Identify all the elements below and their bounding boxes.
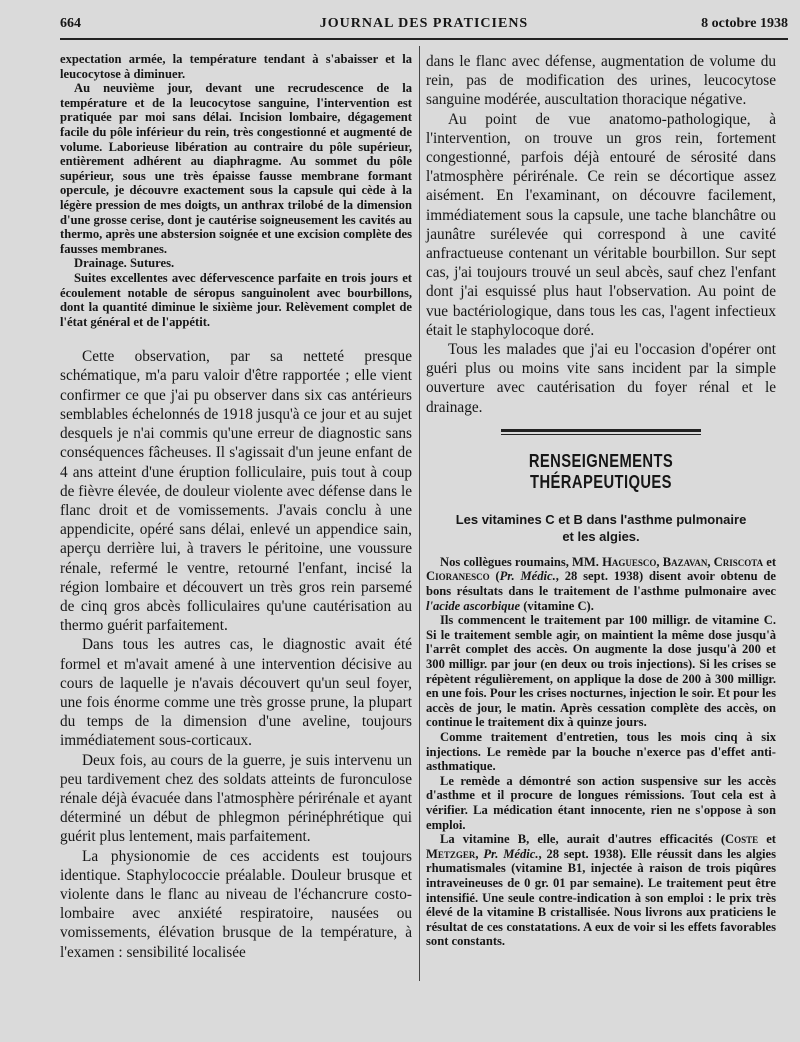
author-name: Haguesco [602, 554, 657, 569]
paragraph: dans le flanc avec défense, augmentation de volume du rein, pas de modification des urines, leucocytose sanguine modérée, auscultation thoracique négative. [426, 53, 776, 109]
paragraph: La vitamine B, elle, aurait d'autres efficacités (Coste et Metzger, Pr. Médic., 28 sept. 1938). Elle réussit dans les algies rhumatismales (vitamine B1, injectée à raison de trois piqûres intraveineuses de 0 gr. 01 par semaine). Le traitement peut être intensifié. Une seule contre-indication à son emploi : le prix très élevé de la vitamine B cristallisée. Nous livrons aux praticiens le résultat de ces constatations. A eux de voir si les effets favorables sont constants. [426, 832, 776, 949]
article-title-line: et les algies. [562, 528, 640, 544]
discussion-block [60, 347, 412, 962]
case-report-block [60, 52, 412, 329]
header-rule [60, 38, 788, 40]
article-body [426, 555, 776, 949]
author-name: Coste [725, 832, 759, 847]
paragraph: Tous les malades que j'ai eu l'occasion d'opérer ont guéri plus ou moins vite sans incident par la simple ouverture avec cautérisation du foyer rénal et le drainage. [426, 341, 776, 416]
paragraph: Au point de vue anatomo-pathologique, à l'intervention, on trouve un gros rein, fortement congestionné, parfois déjà entouré de sérosité dans l'atmosphère périrénale. Ce rein se décortique assez aisément. En l'examinant, on découvre facilement, immédiatement sous la capsule, une tache blanchâtre ou jaunâtre surélevée qui correspond à une cavité anfractueuse contenant un véritable bourbillon. Sur sept cas, j'ai toujours trouvé un seul abcès, sauf chez l'enfant dont j'ai esquissé plus haut l'observation. Au point de vue bactériologique, dans tous les cas, l'agent infectieux était le staphylocoque doré. [426, 110, 776, 339]
right-column [426, 52, 776, 949]
author-name: Cioranesco [426, 569, 490, 584]
paragraph: Comme traitement d'entretien, tous les mois cinq à six injections. Le remède par la bouche n'exerce pas d'effet anti-asthmatique. [426, 729, 776, 774]
paragraph: Cette observation, par sa netteté presque schématique, m'a paru valoir d'être rapportée ; elle vient confirmer ce que j'ai pu observer dans six cas antérieurs semblables échelonnés de 1918 jusqu'à ce jour et au sujet desquels je n'ai commis qu'une erreur de diagnostic sans conséquences fâcheuses. Il s'agissait d'un jeune enfant de 4 ans atteint d'une éruption folliculaire, puis tout à coup de fièvre élevée, de douleur violente avec défense dans le flanc droit et de vomissements. J'avais conclu à une appendicite, opéré sans délai, enlevé un appendice sain, aperçu derrière lui, à travers le péritoine, une voussure rénale, refermé le ventre, retourné l'enfant, incisé la région lombaire et découvert un très gros rein parsemé de cinq gros abcès folliculaires qu'une cautérisation au thermo guérit parfaitement. [60, 348, 412, 635]
paragraph: Deux fois, au cours de la guerre, je suis intervenu un peu tardivement chez des soldats atteints de furonculose rénale déjà évacuée dans l'atmosphère périrénale et ayant déterminé un début de phlegmon périnéphrétique qui guérit plus lentement, mais parfaitement. [60, 751, 412, 846]
paragraph: Ils commencent le traitement par 100 milligr. de vitamine C. Si le traitement semble agir, on maintient la même dose jusqu'à l'arrêt complet des accès. On augmente la dose jusqu'à 200 et 300 milligr. par jour (en deux ou trois injections). Si les crises se répètent régulièrement, on applique la dose de 200 à 300 milligr. en une fois. Pour les crises nocturnes, injection le soir. Et pour les accès de jour, le matin. Après cessation complète des accès, on continue le traitement dix à quinze jours. [426, 613, 776, 730]
paragraph: Le remède a démontré son action suspensive sur les accès d'asthme et il procure de longues rémissions. Tout cela est à vérifier. La médication étant innocente, rien ne s'oppose à son emploi. [426, 773, 776, 832]
journal-title: JOURNAL DES PRATICIENS [319, 16, 529, 31]
paragraph: La physionomie de ces accidents est toujours identique. Staphylococcie préalable. Douleur brusque et violente dans le flanc au niveau de l'échancrure costo-lombaire avec anxiété respiratoire, nausées ou vomissements, élévation brusque de la température, à l'examen : sensibilité localisée [60, 847, 412, 961]
author-name: Bazavan [662, 554, 708, 569]
page-header [60, 16, 788, 38]
drug-name: l'acide ascorbique [426, 598, 521, 613]
section-title: RENSEIGNEMENTS THÉRAPEUTIQUES [528, 450, 674, 492]
paragraph: Suites excellentes avec défervescence parfaite en trois jours et écoulement notable de séropus sanguinolent avec bourbillons, dont la quantité diminue le sixième jour. Relèvement complet de l'état général et de l'appétit. [60, 270, 412, 329]
page-number: 664 [60, 16, 81, 31]
journal-reference: Pr. Médic. [483, 846, 539, 861]
paragraph: expectation armée, la température tendant à s'abaisser et la leucocytose à diminuer. [60, 52, 412, 81]
discussion-continued [426, 52, 776, 417]
issue-date: 8 octobre 1938 [701, 16, 788, 31]
paragraph: Au neuvième jour, devant une recrudescence de la température et de la leucocytose sanguine, l'intervention est pratiquée par moi sans délai. Incision lombaire, dégagement facile du pôle inférieur du rein, très congestionné et augmenté de volume. Laborieuse libération au contraire du pôle supérieur, entièrement adhérent au diaphragme. Au sommet du pôle supérieur, sous une très épaisse fausse membrane formant opercule, je découvre exactement sous la capsule qui cède à la légère pression de mes doigts, un anthrax trilobé de la dimension d'une grosse cerise, dont je cautérise soigneusement les cavités au thermo, après une abstersion soignée et une excision complète des fausses membranes. [60, 81, 412, 256]
section-divider [501, 429, 701, 435]
paragraph: Drainage. Sutures. [74, 256, 175, 271]
article-title-line: Les vitamines C et B dans l'asthme pulmonaire [455, 511, 747, 527]
paragraph: Nos collègues roumains, MM. Haguesco, Bazavan, Criscota et Cioranesco (Pr. Médic., 28 sept. 1938) disent avoir obtenu de bons résultats dans le traitement de l'asthme pulmonaire avec l'acide ascorbique (vitamine C). [426, 554, 777, 613]
article-title [426, 511, 776, 545]
author-name: Metzger [426, 846, 476, 861]
paragraph: Dans tous les autres cas, le diagnostic avait été formel et m'avait amené à une intervention décisive au cours de laquelle je n'avais découvert qu'un seul foyer, une fois énorme comme une très grosse prune, la plupart du temps de la dimension d'une aveline, toujours immédiatement sous-corticaux. [60, 636, 412, 750]
author-name: Criscota [713, 554, 764, 569]
journal-reference: Pr. Médic. [499, 569, 556, 584]
column-divider [419, 46, 420, 981]
left-column [60, 52, 412, 962]
